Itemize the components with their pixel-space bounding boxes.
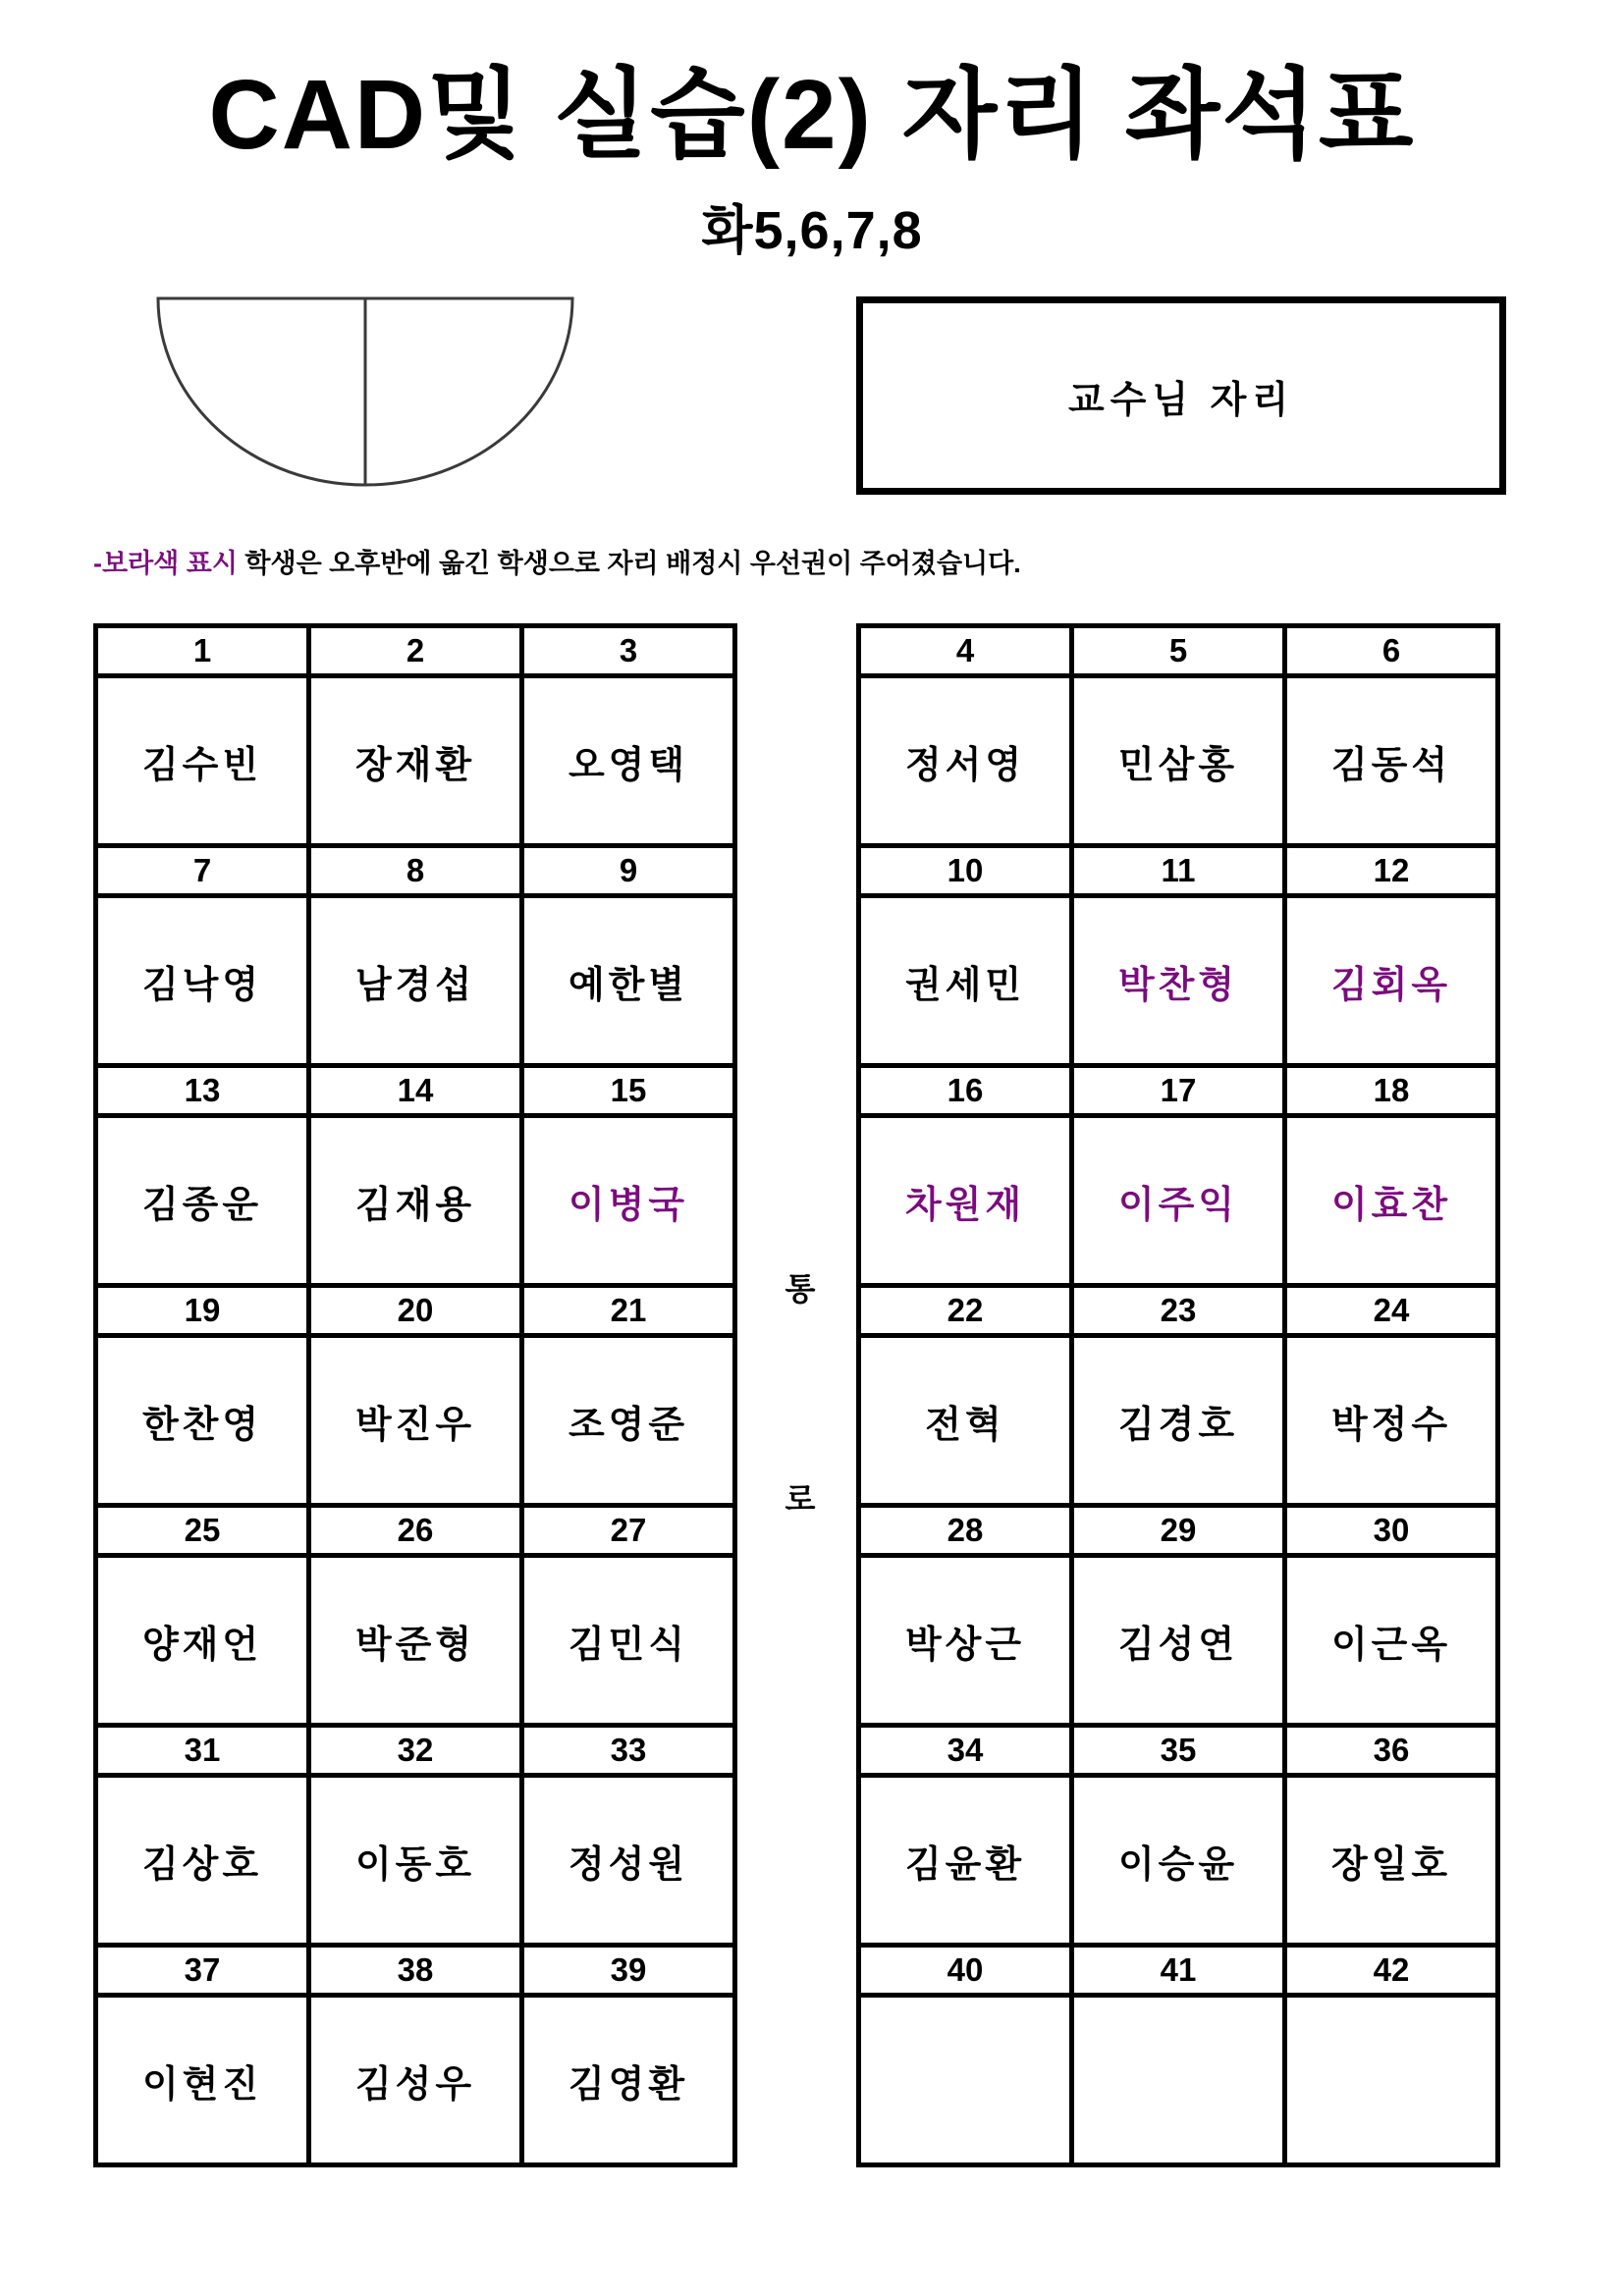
seat-number-cell: 22 bbox=[859, 1286, 1072, 1336]
seat-number-cell: 34 bbox=[859, 1726, 1072, 1776]
seat-name-cell: 이병국 bbox=[522, 1116, 735, 1286]
seat-name-cell: 김경호 bbox=[1072, 1336, 1285, 1506]
seat-number-cell: 36 bbox=[1285, 1726, 1498, 1776]
seat-name-row bbox=[859, 1116, 1498, 1286]
seat-number-cell: 21 bbox=[522, 1286, 735, 1336]
seat-number-row bbox=[96, 846, 735, 896]
seat-number-cell: 8 bbox=[309, 846, 522, 896]
professor-seat-box bbox=[856, 296, 1506, 495]
seat-name-cell bbox=[859, 1996, 1072, 2165]
seat-name-cell: 김민식 bbox=[522, 1556, 735, 1726]
seat-name-cell: 박찬형 bbox=[1072, 896, 1285, 1066]
seat-number-cell: 20 bbox=[309, 1286, 522, 1336]
seat-number-row bbox=[96, 1506, 735, 1556]
seat-number-cell: 32 bbox=[309, 1726, 522, 1776]
seat-name-row bbox=[96, 896, 735, 1066]
seat-name-cell: 한찬영 bbox=[96, 1336, 309, 1506]
seat-name-row bbox=[859, 1996, 1498, 2165]
seat-name-cell: 김종운 bbox=[96, 1116, 309, 1286]
seat-number-row bbox=[96, 626, 735, 676]
seat-number-cell: 42 bbox=[1285, 1946, 1498, 1996]
seat-name-cell bbox=[1285, 1996, 1498, 2165]
seat-number-cell: 35 bbox=[1072, 1726, 1285, 1776]
seat-number-cell: 19 bbox=[96, 1286, 309, 1336]
seat-number-cell: 38 bbox=[309, 1946, 522, 1996]
seat-number-cell: 37 bbox=[96, 1946, 309, 1996]
seat-number-cell: 14 bbox=[309, 1066, 522, 1116]
seat-name-cell: 민삼홍 bbox=[1072, 676, 1285, 846]
seat-number-cell: 24 bbox=[1285, 1286, 1498, 1336]
seat-name-row bbox=[96, 1556, 735, 1726]
seat-number-row bbox=[859, 626, 1498, 676]
seat-name-row bbox=[859, 1556, 1498, 1726]
seat-number-row bbox=[859, 846, 1498, 896]
seat-number-row bbox=[859, 1066, 1498, 1116]
seat-name-cell: 김윤환 bbox=[859, 1776, 1072, 1946]
page-title: CAD및 실습(2) 자리 좌석표 bbox=[208, 60, 1416, 170]
seat-name-cell: 김성연 bbox=[1072, 1556, 1285, 1726]
seat-name-cell: 정서영 bbox=[859, 676, 1072, 846]
seat-table-right bbox=[856, 623, 1500, 2167]
professor-seat-label: 교수님 자리 bbox=[1067, 379, 1295, 421]
legend-note bbox=[93, 542, 1021, 580]
seat-number-cell: 4 bbox=[859, 626, 1072, 676]
seat-name-cell: 정성원 bbox=[522, 1776, 735, 1946]
seat-number-row bbox=[859, 1726, 1498, 1776]
legend-note-text: 학생은 오후반에 옮긴 학생으로 자리 배정시 우선권이 주어졌습니다. bbox=[237, 549, 1021, 578]
seat-name-cell: 김영환 bbox=[522, 1996, 735, 2165]
seat-number-cell: 10 bbox=[859, 846, 1072, 896]
seat-name-row bbox=[859, 896, 1498, 1066]
seat-number-cell: 1 bbox=[96, 626, 309, 676]
seat-number-cell: 23 bbox=[1072, 1286, 1285, 1336]
seat-name-row bbox=[859, 1336, 1498, 1506]
seat-number-cell: 31 bbox=[96, 1726, 309, 1776]
page-subtitle: 화5,6,7,8 bbox=[701, 201, 923, 260]
podium-shape bbox=[155, 294, 575, 496]
seat-name-cell: 박상근 bbox=[859, 1556, 1072, 1726]
seat-number-row bbox=[96, 1066, 735, 1116]
seat-number-cell: 28 bbox=[859, 1506, 1072, 1556]
seat-name-cell: 박정수 bbox=[1285, 1336, 1498, 1506]
seat-number-cell: 27 bbox=[522, 1506, 735, 1556]
seat-number-cell: 39 bbox=[522, 1946, 735, 1996]
seat-number-row bbox=[859, 1286, 1498, 1336]
seat-name-cell: 김상호 bbox=[96, 1776, 309, 1946]
legend-note-highlight: -보라색 표시 bbox=[93, 549, 238, 578]
seat-name-cell: 차원재 bbox=[859, 1116, 1072, 1286]
seat-number-row bbox=[96, 1726, 735, 1776]
seat-number-cell: 25 bbox=[96, 1506, 309, 1556]
seat-name-cell: 이동호 bbox=[309, 1776, 522, 1946]
seat-name-cell: 장일호 bbox=[1285, 1776, 1498, 1946]
seat-name-cell: 이승윤 bbox=[1072, 1776, 1285, 1946]
seat-number-cell: 18 bbox=[1285, 1066, 1498, 1116]
seat-number-cell: 16 bbox=[859, 1066, 1072, 1116]
seat-number-row bbox=[859, 1946, 1498, 1996]
aisle-char-bottom: 로 bbox=[785, 1481, 816, 1517]
seat-name-cell: 이주익 bbox=[1072, 1116, 1285, 1286]
seat-number-cell: 30 bbox=[1285, 1506, 1498, 1556]
seat-number-cell: 11 bbox=[1072, 846, 1285, 896]
seat-number-cell: 13 bbox=[96, 1066, 309, 1116]
seat-name-cell: 오영택 bbox=[522, 676, 735, 846]
seat-name-row bbox=[96, 1336, 735, 1506]
seat-number-cell: 41 bbox=[1072, 1946, 1285, 1996]
seat-name-cell: 김성우 bbox=[309, 1996, 522, 2165]
seat-name-cell bbox=[1072, 1996, 1285, 2165]
seat-number-cell: 6 bbox=[1285, 626, 1498, 676]
seat-name-cell: 김재용 bbox=[309, 1116, 522, 1286]
seat-name-cell: 전혁 bbox=[859, 1336, 1072, 1506]
seat-name-row bbox=[96, 676, 735, 846]
seat-number-row bbox=[96, 1946, 735, 1996]
seat-number-cell: 33 bbox=[522, 1726, 735, 1776]
seat-table-left bbox=[93, 623, 737, 2167]
seat-name-cell: 조영준 bbox=[522, 1336, 735, 1506]
seat-name-cell: 권세민 bbox=[859, 896, 1072, 1066]
seat-name-row bbox=[96, 1776, 735, 1946]
seat-name-cell: 김낙영 bbox=[96, 896, 309, 1066]
seat-number-cell: 40 bbox=[859, 1946, 1072, 1996]
seat-name-row bbox=[859, 676, 1498, 846]
seat-name-cell: 장재환 bbox=[309, 676, 522, 846]
seat-number-cell: 12 bbox=[1285, 846, 1498, 896]
seat-name-cell: 예한별 bbox=[522, 896, 735, 1066]
seat-name-cell: 김회옥 bbox=[1285, 896, 1498, 1066]
seat-number-cell: 7 bbox=[96, 846, 309, 896]
seat-name-cell: 이근옥 bbox=[1285, 1556, 1498, 1726]
seat-name-cell: 박준형 bbox=[309, 1556, 522, 1726]
seat-name-cell: 양재언 bbox=[96, 1556, 309, 1726]
aisle-label bbox=[776, 1264, 825, 1520]
seat-name-cell: 이현진 bbox=[96, 1996, 309, 2165]
seat-number-row bbox=[859, 1506, 1498, 1556]
seat-name-cell: 박진우 bbox=[309, 1336, 522, 1506]
seat-name-row bbox=[859, 1776, 1498, 1946]
seat-number-cell: 5 bbox=[1072, 626, 1285, 676]
seat-number-cell: 9 bbox=[522, 846, 735, 896]
seat-number-cell: 3 bbox=[522, 626, 735, 676]
seat-number-cell: 29 bbox=[1072, 1506, 1285, 1556]
seat-number-cell: 26 bbox=[309, 1506, 522, 1556]
seat-name-row bbox=[96, 1996, 735, 2165]
aisle-char-top: 통 bbox=[785, 1271, 816, 1307]
seat-name-cell: 남경섭 bbox=[309, 896, 522, 1066]
seat-name-cell: 이효찬 bbox=[1285, 1116, 1498, 1286]
seat-name-row bbox=[96, 1116, 735, 1286]
podium-icon bbox=[155, 294, 575, 491]
seat-name-cell: 김동석 bbox=[1285, 676, 1498, 846]
seat-number-row bbox=[96, 1286, 735, 1336]
seat-name-cell: 김수빈 bbox=[96, 676, 309, 846]
seat-number-cell: 15 bbox=[522, 1066, 735, 1116]
seat-number-cell: 17 bbox=[1072, 1066, 1285, 1116]
seat-number-cell: 2 bbox=[309, 626, 522, 676]
